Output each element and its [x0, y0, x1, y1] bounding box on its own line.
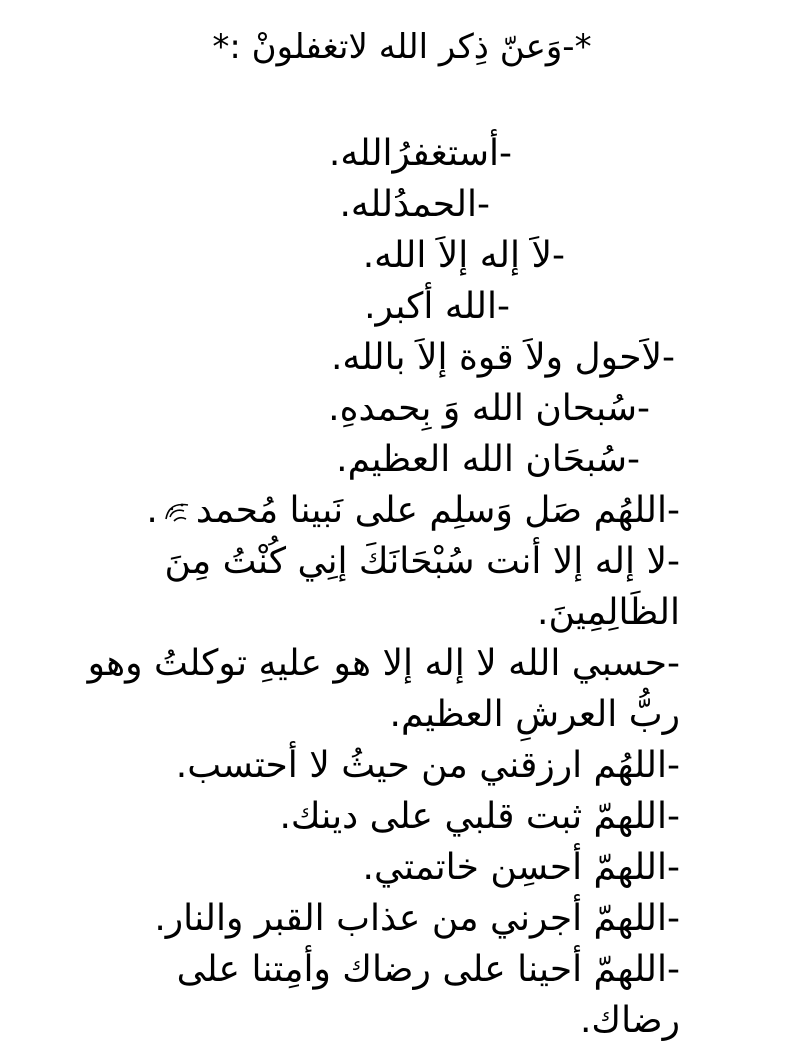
dhikr-line: -اللهمّ أحسِن خاتمتي.: [362, 847, 680, 888]
dhikr-list: [87, 128, 680, 1046]
dhikr-line: -سُبحَان الله العظيم.: [336, 439, 640, 480]
dhikr-line-text: -اللهُم صَل وَسلِم على نَبينا مُحمد: [195, 490, 680, 531]
dhikr-line: -لاَحول ولاَ قوة إلاَ بالله.: [330, 337, 675, 378]
dhikr-line-end: .: [146, 490, 158, 531]
dhikr-line: -لاَ إله إلاَ الله.: [362, 235, 565, 276]
dhikr-line: -أستغفرُالله.: [328, 133, 512, 174]
dhikr-line: -اللهمّ أجرني من عذاب القبر والنار.: [154, 898, 680, 939]
dhikr-line-with-seal: [120, 485, 680, 536]
dhikr-line: -اللهمّ أحينا على رضاك وأمِتنا على: [176, 949, 680, 990]
dhikr-line: -سُبحان الله وَ بِحمدهِ.: [328, 388, 650, 429]
dhikr-line: الظَالِمِينَ.: [537, 592, 680, 633]
dhikr-line: رضاك.: [579, 1000, 680, 1041]
dhikr-line: ربُّ العرشِ العظيم.: [389, 694, 680, 735]
salawat-seal-icon: [162, 497, 192, 527]
dhikr-line: -الحمدُلله.: [339, 184, 490, 225]
dhikr-line: -اللهُم ارزقني من حيثُ لا أحتسب.: [175, 745, 680, 786]
document-title: *-وَعنّ ذِكر الله لاتغفلونْ :*: [212, 27, 592, 67]
dhikr-line: -اللهمّ ثبت قلبي على دينك.: [279, 796, 680, 837]
dhikr-line: -الله أكبر.: [364, 286, 510, 327]
dhikr-line: -حسبي الله لا إله إلا هو عليهِ توكلتُ وهو: [87, 643, 680, 684]
dhikr-line: -لا إله إلا أنت سُبْحَانَكَ إنِي كُنْتُ مِنَ: [164, 541, 680, 582]
